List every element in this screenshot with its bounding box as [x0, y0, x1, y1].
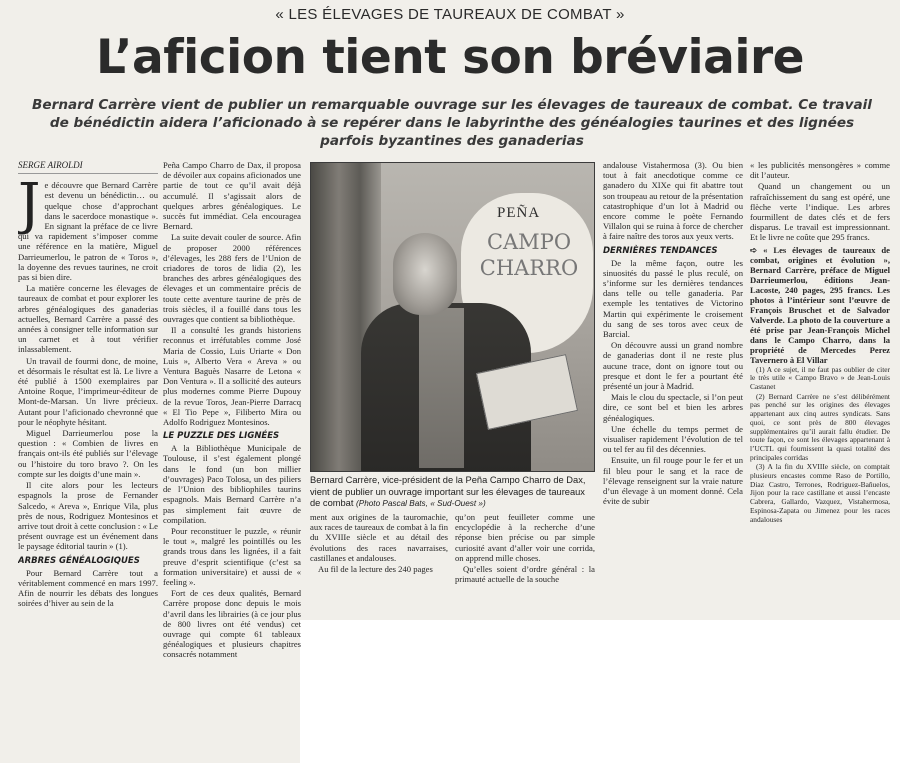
paragraph: andalouse Vistahermosa (3). Ou bien tout à fait anecdotique comme ce ganadero du XIXe qui fit abattre tout son troupeau au retour de la présentation catastrophique d’un lot à Madrid ou encore comme le poète Fernando Villalon qui se ruina à force de chercher à faire naître des toros aux yeux verts. [603, 160, 743, 242]
column-4 [455, 512, 595, 607]
photo-sign-text: CAMPO CHARRO [479, 230, 579, 280]
paragraph: Un travail de fourmi donc, de moine, et désormais le résultat est là. Le livre a été publié à 1500 exemplaires par Antoine Roque, l’imprimeur-éditeur de Mont-de-Marsan. Un livre précieux. Autant pour l’aficionado chevronné que pour le néophyte hésitant. [18, 355, 158, 427]
paragraph: Pour reconstituer le puzzle, « réunir le tout », malgré les pointillés ou les grands trous dans les lignées, il a fait preuve d’esprit scientifique (c’est sa formation universitaire) et aussi de « feeling ». [163, 525, 301, 587]
paragraph: Une échelle du temps permet de visualiser rapidement l’évolution de tel ou tel fer au fil des décennies. [603, 423, 743, 455]
column-1 [18, 160, 158, 763]
paragraph: On découvre aussi un grand nombre de ganaderias dont il ne reste plus aucune trace, dont on ignore tout ou presque et dont le fer a pourtant été présenté un jour à Madrid. [603, 340, 743, 392]
paragraph: Quand un changement ou un rafraîchissement du sang est opéré, une flèche verte l’indique. Les arbres fourmillent de dates clés et de fers disparus. Le travail est impressionnant. Et le livre ne coûte que 295 francs. [750, 181, 890, 243]
footnotes [750, 366, 890, 525]
paragraph: Fort de ces deux qualités, Bernard Carrère propose donc depuis le mois d’avril dans les librairies (à ce jour plus de 800 livres ont été vendus) cet ouvrage qui compte 61 tableaux généalogiques et plusieurs chapitres consacrés notamment [163, 588, 301, 660]
paragraph: « les publicités mensongères » comme dit l’auteur. [750, 160, 890, 181]
paragraph: Il cite alors pour les lecteurs espagnols la prose de Fernander Salcedo, « Areva », Enrique Vila, plus près de nous, Rodriguez Montesinos et arrive tout droit à cette conclusion : « Le présent ouvrage est un événement dans le paysage éditorial taurin » (1). [18, 480, 158, 552]
paragraph: Qu’elles soient d’ordre général : la primauté actuelle de la souche [455, 564, 595, 585]
article-photo [310, 162, 595, 472]
photo-person-shirt [419, 308, 464, 468]
paragraph: A la Bibliothèque Municipale de Toulouse, il s’est également plongé dans le fond (un bon millier d’ouvrages) Paco Tolosa, un des piliers de l’Union des bibliophiles taurins espagnols. Mais Bernard Carrère n’a pas simplement fait œuvre de compilation. [163, 443, 301, 525]
column-2 [163, 160, 301, 763]
paragraph: Miguel Darrieumerlou pose la question : « Combien de livres en français ont-ils été publiés sur l’élevage ou l’histoire du toro bravo ?. On les compte sur les doigts d’une main ». [18, 428, 158, 479]
footnote: (1) A ce sujet, il ne faut pas oublier de citer le très utile « Campo Bravo » de Jean-Louis Castanet [750, 364, 890, 392]
footnote: (3) A la fin du XVIIIe siècle, on comptait plusieurs encastes comme Raso de Portillo, Diaz Castro, Terrones, Rodriguez-Bañuelos, Jijon pour la race castillane et aussi l’encaste Cabrera, Gallardo, Vazquez, Vistahermosa, Espinosa-Zapata ou Jimenez pour les races andalouses [750, 462, 890, 524]
subheading: ARBRES GÉNÉALOGIQUES [18, 555, 140, 566]
paragraph: La matière concerne les élevages de taureaux de combat et pour explorer les arbres généalogiques des ganaderias actuelles, Bernard Carrère a passé des années à consigner telle information sur un carnet et à tout vérifier inlassablement. [18, 283, 158, 355]
paragraph: Ensuite, un fil rouge pour le fer et un fil bleu pour le sang et la race de l’élevage renseignent sur la vraie nature d’un élevage à un moment donné. Cela évite de subir [603, 455, 743, 507]
dropcap: J [18, 172, 41, 238]
photo-sign-text: PEÑA [497, 205, 541, 221]
paragraph: Pour Bernard Carrère tout a véritablement commencé en mars 1997. Afin de nourrir les débats des longues soirées d’hiver au sein de la [18, 567, 158, 609]
footnote: (2) Bernard Carrère ne s’est délibérément pas penché sur les origines des élevages appartenant aux cinq autres syndicats. Sans quoi, ce sont près de 800 élevages supplémentaires qu’il aurait fallu étudier. De toute façon, ce sont les élevages appartenant à l’UCTL qui fournissent la quasi totalité des principales corridas [750, 391, 890, 462]
article-headline: L’aficion tient son bréviaire [95, 30, 804, 85]
paragraph: qu’on peut feuilleter comme une encyclopédie à la recherche d’une réponse bien précise ou par simple curiosité avant d’aller voir une corrida, on apprend mille choses. [455, 512, 595, 563]
paragraph: Au fil de la lecture des 240 pages [318, 564, 433, 575]
paragraph: La suite devait couler de source. Afin de proposer 2000 références d’élevages, les 288 fers de l’Union de criadores de toros de lidia (2), les branches des arbres généalogiques des élevages et un commentaire précis de toute cette aventure taurine de près de trois siècles, il a fouillé dans tous les ouvrages que contient sa bibliothèque. [163, 232, 301, 325]
paragraph: Je découvre que Bernard Carrère est devenu un bénédictin… ou quelque chose d’approchant dans le sacerdoce monastique ». En signant la préface de ce livre qui va rapidement s’imposer comme une référence en la matière, Miguel Darrieumerlou, le patron de « Toros », la doyenne des revues taurines, ne croit pas si bien dire. [18, 172, 158, 283]
column-3 [310, 512, 448, 607]
paragraph: De la même façon, outre les sinuosités du passé le plus reculé, on s’informe sur les dernières tendances dans telle ou telle ganaderia. Par exemple les tentatives de Victorino Martin qui expérimente le croisement du sang de ses toros avec ceux de Barcial. [603, 257, 743, 340]
paragraph: Peña Campo Charro de Dax, il proposa de dévoiler aux copains aficionados une partie de tout ce qu’il avait déjà accumulé. Il s’agissait alors de quelques arbres généalogiques. Le succès fut immédiat. Cela encouragea Bernard. [163, 160, 301, 232]
article-deck: Bernard Carrère vient de publier un remarquable ouvrage sur les élevages de taureaux de combat. Ce travail de bénédictin aidera l’aficionado à se repérer dans le labyrinthe des généalogies taurines et des lignées parfois byzantines des ganaderias [32, 97, 872, 149]
subheading: DERNIÈRES TENDANCES [603, 245, 718, 256]
byline: SERGE AIROLDI [18, 160, 158, 174]
column-5 [603, 160, 743, 615]
paragraph: Mais le clou du spectacle, si l’on peut dire, ce sont bel et bien les arbres généalogiques. [603, 392, 743, 423]
book-info: ➪ « Les élevages de taureaux de combat, origines et évolution », Bernard Carrère, préface de Miguel Darrieumerlou, éditions Jean-Lacoste, 240 pages, 295 francs. Les photos à l’intérieur sont l’œuvre de François Bruschet et de Salvador Valverde. La photo de la couverture a été prise par Jean-François Michel dans le Campo Charro, dans la propriété de Mercedes Perez Tavernero à El Villar [750, 244, 890, 365]
photo-caption: Bernard Carrère, vice-président de la Peña Campo Charro de Dax, vient de publier un ouvrage important sur les élevages de taureaux de combat (Photo Pascal Bats, « Sud-Ouest ») [310, 475, 586, 508]
article-kicker: « LES ÉLEVAGES DE TAUREAUX DE COMBAT » [275, 6, 625, 23]
photo-credit: (Photo Pascal Bats, « Sud-Ouest ») [356, 499, 486, 508]
column-6 [750, 160, 890, 615]
paragraph: Il a consulté les grands historiens reconnus et irréfutables comme José Maria de Cossio, Luis Uriarte « Don Luis », Alberto Vera « Areva » ou Ventura Baguès Nasarre de Letona « Don Ventura ». Il a sollicité des auteurs plus modernes comme Pierre Dupouy de la revue Toros, Jean-Pierre Darracq « El Tio Pepe », Filiberto Mira ou Adolfo Rodriguez Montesinos. [163, 325, 301, 428]
subheading: LE PUZZLE DES LIGNÉES [163, 431, 280, 442]
paragraph: ment aux origines de la tauromachie, aux races de taureaux de combat à la fin du XVIIIe siècle et au détail des évolutions des races navarraises, castillanes et andalouses. [310, 512, 448, 563]
photo-person-head [393, 233, 457, 315]
